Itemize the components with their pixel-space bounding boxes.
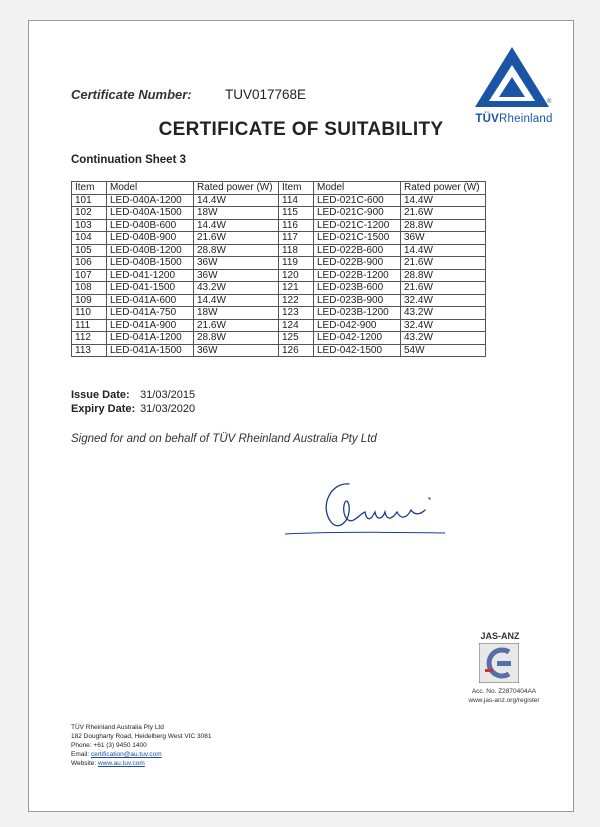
- item-cell-2: 117: [279, 232, 314, 245]
- model-cell: LED-041-1500: [107, 282, 194, 295]
- table-row: [72, 269, 486, 282]
- item-cell-2: 123: [279, 307, 314, 320]
- item-cell: 106: [72, 257, 107, 270]
- header-rated-power-2: Rated power (W): [401, 182, 486, 195]
- rated-power-cell: 28.8W: [194, 332, 279, 345]
- tuv-triangle-icon: [469, 43, 555, 111]
- header-model: Model: [107, 182, 194, 195]
- item-cell-2: 114: [279, 194, 314, 207]
- model-cell: LED-041A-750: [107, 307, 194, 320]
- item-cell-2: 125: [279, 332, 314, 345]
- rated-power-cell-2: 54W: [401, 344, 486, 357]
- item-cell: 105: [72, 244, 107, 257]
- table-row: [72, 282, 486, 295]
- dates-block: [71, 388, 195, 416]
- footer-website-link[interactable]: www.au.tuv.com: [97, 760, 145, 767]
- rated-power-cell: 14.4W: [194, 194, 279, 207]
- rated-power-cell: 18W: [194, 307, 279, 320]
- item-cell-2: 120: [279, 269, 314, 282]
- rated-power-cell-2: 43.2W: [401, 332, 486, 345]
- model-cell: LED-041A-1500: [107, 344, 194, 357]
- table-body: [72, 194, 486, 357]
- item-cell: 110: [72, 307, 107, 320]
- model-cell: LED-040B-1500: [107, 257, 194, 270]
- rated-power-cell-2: 14.4W: [401, 194, 486, 207]
- header-item-2: Item: [279, 182, 314, 195]
- table-row: [72, 294, 486, 307]
- table-row: [72, 319, 486, 332]
- footer-contact: [71, 723, 211, 768]
- model-cell: LED-040B-1200: [107, 244, 194, 257]
- table-row: [72, 332, 486, 345]
- table-row: [72, 232, 486, 245]
- table-row: [72, 194, 486, 207]
- table-row: [72, 219, 486, 232]
- rated-power-cell: 43.2W: [194, 282, 279, 295]
- jas-anz-accreditation: [449, 687, 559, 705]
- rated-power-cell-2: 21.6W: [401, 207, 486, 220]
- issue-date-row: [71, 388, 195, 402]
- item-cell-2: 121: [279, 282, 314, 295]
- rated-power-cell-2: 32.4W: [401, 294, 486, 307]
- rated-power-cell-2: 32.4W: [401, 319, 486, 332]
- footer-website-row: Website: www.au.tuv.com: [71, 760, 145, 767]
- footer-company: TÜV Rheinland Australia Pty Ltd: [71, 724, 164, 731]
- registered-mark: ®: [547, 99, 552, 105]
- rated-power-cell-2: 43.2W: [401, 307, 486, 320]
- issue-date-value: 31/03/2015: [140, 389, 196, 401]
- footer-email-row: Email: certification@au.tuv.com: [71, 751, 162, 758]
- item-cell: 109: [72, 294, 107, 307]
- item-cell-2: 118: [279, 244, 314, 257]
- model-cell: LED-040B-900: [107, 232, 194, 245]
- rated-power-cell: 36W: [194, 269, 279, 282]
- issue-date-label: Issue Date:: [71, 389, 130, 401]
- rated-power-cell: 21.6W: [194, 232, 279, 245]
- model-cell-2: LED-021C-1500: [314, 232, 401, 245]
- rated-power-cell: 18W: [194, 207, 279, 220]
- jas-anz-title: JAS-ANZ: [480, 631, 520, 641]
- item-cell: 103: [72, 219, 107, 232]
- rated-power-cell: 36W: [194, 344, 279, 357]
- rated-power-cell-2: 21.6W: [401, 282, 486, 295]
- jas-anz-logo-icon: [479, 643, 519, 683]
- item-cell-2: 124: [279, 319, 314, 332]
- model-cell-2: LED-021C-1200: [314, 219, 401, 232]
- tuv-logo-text: TÜVRheinland: [475, 113, 553, 125]
- models-table: [71, 181, 486, 357]
- model-cell-2: LED-042-1200: [314, 332, 401, 345]
- model-cell-2: LED-022B-600: [314, 244, 401, 257]
- model-cell-2: LED-023B-600: [314, 282, 401, 295]
- model-cell: LED-040A-1200: [107, 194, 194, 207]
- model-cell-2: LED-023B-1200: [314, 307, 401, 320]
- rated-power-cell: 14.4W: [194, 219, 279, 232]
- expiry-date-row: [71, 402, 195, 416]
- model-cell-2: LED-021C-600: [314, 194, 401, 207]
- rated-power-cell-2: 21.6W: [401, 257, 486, 270]
- model-cell: LED-041A-600: [107, 294, 194, 307]
- table-header-row: [72, 182, 486, 195]
- model-cell: LED-040A-1500: [107, 207, 194, 220]
- model-cell-2: LED-023B-900: [314, 294, 401, 307]
- rated-power-cell: 36W: [194, 257, 279, 270]
- jas-anz-register: www.jas-anz.org/register: [468, 697, 540, 704]
- model-cell: LED-041A-1200: [107, 332, 194, 345]
- table-row: [72, 344, 486, 357]
- model-cell: LED-041-1200: [107, 269, 194, 282]
- item-cell: 113: [72, 344, 107, 357]
- item-cell-2: 119: [279, 257, 314, 270]
- item-cell-2: 122: [279, 294, 314, 307]
- table-row: [72, 244, 486, 257]
- item-cell: 104: [72, 232, 107, 245]
- signature: [279, 476, 449, 536]
- rated-power-cell: 14.4W: [194, 294, 279, 307]
- model-cell-2: LED-042-1500: [314, 344, 401, 357]
- item-cell-2: 116: [279, 219, 314, 232]
- item-cell: 108: [72, 282, 107, 295]
- rated-power-cell: 28.8W: [194, 244, 279, 257]
- rated-power-cell-2: 28.8W: [401, 219, 486, 232]
- table-row: [72, 257, 486, 270]
- header-item: Item: [72, 182, 107, 195]
- item-cell: 112: [72, 332, 107, 345]
- model-cell-2: LED-042-900: [314, 319, 401, 332]
- model-cell: LED-040B-600: [107, 219, 194, 232]
- signed-on-behalf-text: Signed for and on behalf of TÜV Rheinland Australia Pty Ltd: [71, 433, 377, 445]
- expiry-date-value: 31/03/2020: [140, 403, 196, 415]
- expiry-date-label: Expiry Date:: [71, 403, 136, 415]
- item-cell-2: 126: [279, 344, 314, 357]
- page-title: CERTIFICATE OF SUITABILITY: [158, 119, 444, 140]
- model-cell-2: LED-022B-900: [314, 257, 401, 270]
- rated-power-cell-2: 28.8W: [401, 269, 486, 282]
- table-row: [72, 307, 486, 320]
- footer-address: 182 Dougharty Road, Heidelberg West VIC 3081: [71, 733, 212, 740]
- rated-power-cell: 21.6W: [194, 319, 279, 332]
- footer-email-link[interactable]: certification@au.tuv.com: [90, 751, 162, 758]
- model-cell: LED-041A-900: [107, 319, 194, 332]
- item-cell: 107: [72, 269, 107, 282]
- footer-phone: Phone: +61 (3) 9450 1400: [71, 742, 147, 749]
- item-cell: 101: [72, 194, 107, 207]
- header-rated-power: Rated power (W): [194, 182, 279, 195]
- rated-power-cell-2: 14.4W: [401, 244, 486, 257]
- model-cell-2: LED-021C-900: [314, 207, 401, 220]
- item-cell-2: 115: [279, 207, 314, 220]
- certificate-page: [28, 20, 574, 812]
- jas-anz-acc-no: Acc. No. Z2870404AA: [471, 688, 537, 695]
- certificate-number-label: Certificate Number:: [71, 87, 192, 102]
- item-cell: 111: [72, 319, 107, 332]
- model-cell-2: LED-022B-1200: [314, 269, 401, 282]
- continuation-sheet-label: Continuation Sheet 3: [71, 154, 186, 166]
- certificate-number-value: TUV017768E: [225, 87, 307, 102]
- table-row: [72, 207, 486, 220]
- header-model-2: Model: [314, 182, 401, 195]
- item-cell: 102: [72, 207, 107, 220]
- jas-anz-mark: [449, 631, 549, 711]
- rated-power-cell-2: 36W: [401, 232, 486, 245]
